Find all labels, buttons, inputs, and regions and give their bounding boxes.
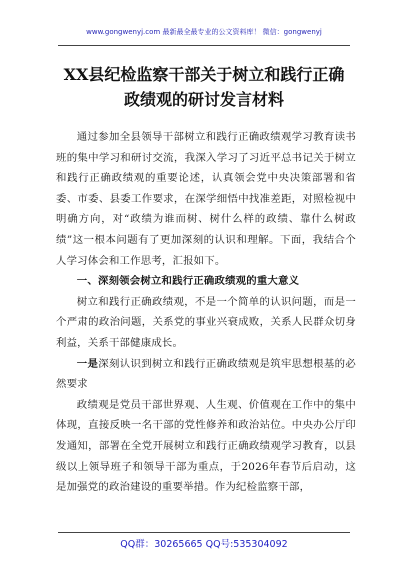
point-1-lead: 一是 [76, 357, 99, 370]
footer-divider [58, 532, 350, 533]
point-1-paragraph: 政绩观是党员干部世界观、人生观、价值观在工作中的集中体现，直接反映一名干部的党性修养和政治站位。中央办公厅印发通知，部署在全党开展树立和践行正确政绩观学习教育，以县级以上领导班子和领导干部为重点，于2026年春节后启动，这是加强党的政治建设的重要举措。作为纪检监察干部， [56, 398, 356, 494]
intro-paragraph: 通过参加全县领导干部树立和践行正确政绩观学习教育读书班的集中学习和研讨交流，我深入学习了习近平总书记关于树立和践行正确政绩观的重要论述，认真领会党中央决策部署和省委、市委、县委工作要求，在深学细悟中找准差距，对照检视中明确方向，对“政绩为谁而树、树什么样的政绩、靠什么树政绩”这一根本问题有了更加深刻的认识和理解。下面，我结合个人学习体会和工作思考，汇报如下。 [56, 131, 356, 267]
footer-text: QQ群：30265665 QQ号:535304092 [120, 539, 288, 550]
section-1-paragraph: 树立和践行正确政绩观，不是一个简单的认识问题，而是一个严肃的政治问题，关系党的事业兴衰成败，关系人民群众切身利益，关系干部健康成长。 [56, 295, 356, 349]
point-1-text: 深刻认识到树立和践行正确政绩观是筑牢思想根基的必然要求 [56, 357, 356, 391]
header-divider [58, 45, 350, 46]
document-body [56, 127, 356, 498]
document-title [0, 62, 408, 112]
point-1-heading [56, 354, 356, 395]
title-line-1: XX县纪检监察干部关于树立和践行正确 [63, 65, 345, 84]
title-line-2: 政绩观的研讨发言材料 [123, 90, 284, 109]
section-1-heading: 一、深刻领会树立和践行正确政绩观的重大意义 [76, 275, 300, 288]
header-text: www.gongwenyj.com 最新最全最专业的公文资料库！ 微信：gongwenyj [86, 28, 322, 36]
